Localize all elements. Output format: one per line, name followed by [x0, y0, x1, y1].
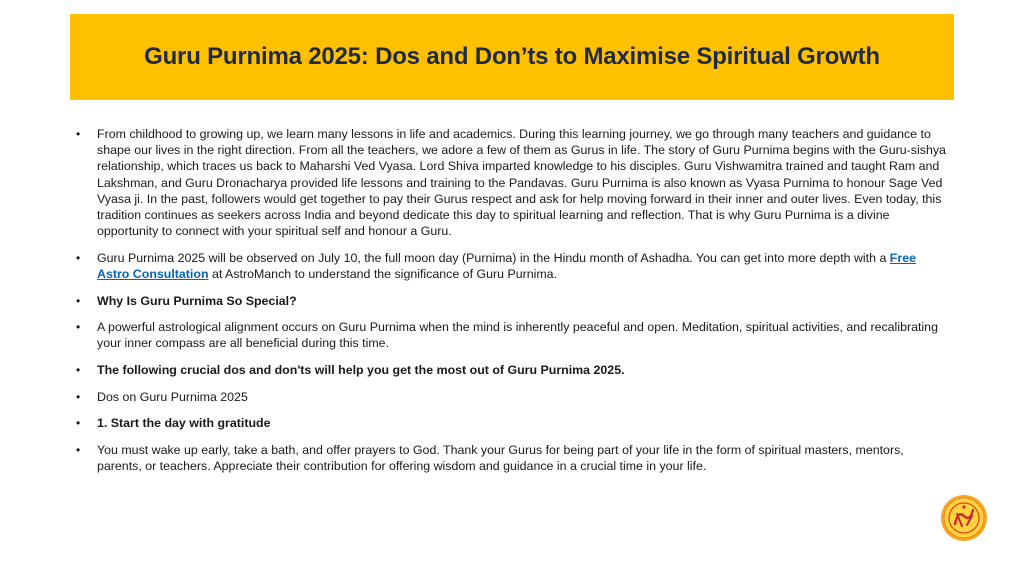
heading-dos-donts: The following crucial dos and don'ts will help you get the most out of Guru Purnima 2025. [97, 363, 625, 377]
heading-gratitude: 1. Start the day with gratitude [97, 416, 271, 431]
list-item [76, 362, 946, 378]
heading-why-special: Why Is Guru Purnima So Special? [97, 293, 297, 308]
paragraph-intro: From childhood to growing up, we learn many lessons in life and academics. During this learning journey, we go through many teachers and guidance to shape our lives in the right direction. From all the teachers, we adore a few of them as Gurus in life. The story of Guru Purnima begins with the Guru-sishya relationship, which traces us back to Maharshi Ved Vyasa. Lord Shiva imparted knowledge to his disciples. Guru Vishwamitra trained and taught Ram and Lakshman, and Guru Dronacharya provided life lessons and training to the Pandavas. Guru Purnima is also known as Vyasa Purnima to honour Sage Ved Vyasa ji. In the past, followers would get together to pay their Gurus respect and ask for help moving forward in their inner and outer lives. Even today, this tradition continues as seekers across India and beyond dedicate this day to spiritual learning and reflection. That is why Guru Purnima is a divine opportunity to connect with your spiritual self and honour a Guru. [97, 127, 946, 239]
bullet-icon: • [76, 250, 81, 265]
date-text: Guru Purnima 2025 will be observed on July 10, the full moon day (Purnima) in the Hindu month of Ashadha. You can get into more depth with a [97, 250, 890, 265]
bullet-icon: • [76, 416, 81, 431]
paragraph-date [97, 251, 916, 281]
astromanch-logo-icon [940, 494, 988, 542]
free-astro-consultation-link[interactable]: Free Astro Consultation [97, 250, 916, 282]
title-banner [70, 14, 954, 100]
list-item [76, 442, 946, 474]
paragraph-gratitude: You must wake up early, take a bath, and offer prayers to God. Thank your Gurus for being part of your life in the form of spiritual masters, mentors, parents, or teachers. Appreciate their contribution for offering wisdom and guidance in a crucial time in your life. [97, 442, 904, 473]
list-item [76, 415, 946, 431]
list-item [76, 126, 946, 239]
bullet-list [76, 126, 946, 474]
dos-label: Dos on Guru Purnima 2025 [97, 389, 248, 404]
bullet-icon: • [76, 320, 81, 335]
date-text-end: at AstroManch to understand the significance of Guru Purnima. [208, 267, 558, 282]
bullet-icon: • [76, 293, 81, 308]
bullet-icon: • [76, 363, 81, 377]
list-item [76, 250, 946, 282]
bullet-icon: • [76, 127, 81, 141]
bullet-icon: • [76, 442, 81, 457]
paragraph-alignment: A powerful astrological alignment occurs on Guru Purnima when the mind is inherently peaceful and open. Meditation, spiritual activities, and recalibrating your inner compass are all beneficial during this time. [97, 320, 938, 351]
list-item [76, 389, 946, 405]
list-item [76, 293, 946, 309]
bullet-icon: • [76, 389, 81, 404]
page-title: Guru Purnima 2025: Dos and Don’ts to Maximise Spiritual Growth [144, 43, 880, 70]
content-body [76, 126, 946, 485]
list-item [76, 319, 946, 351]
